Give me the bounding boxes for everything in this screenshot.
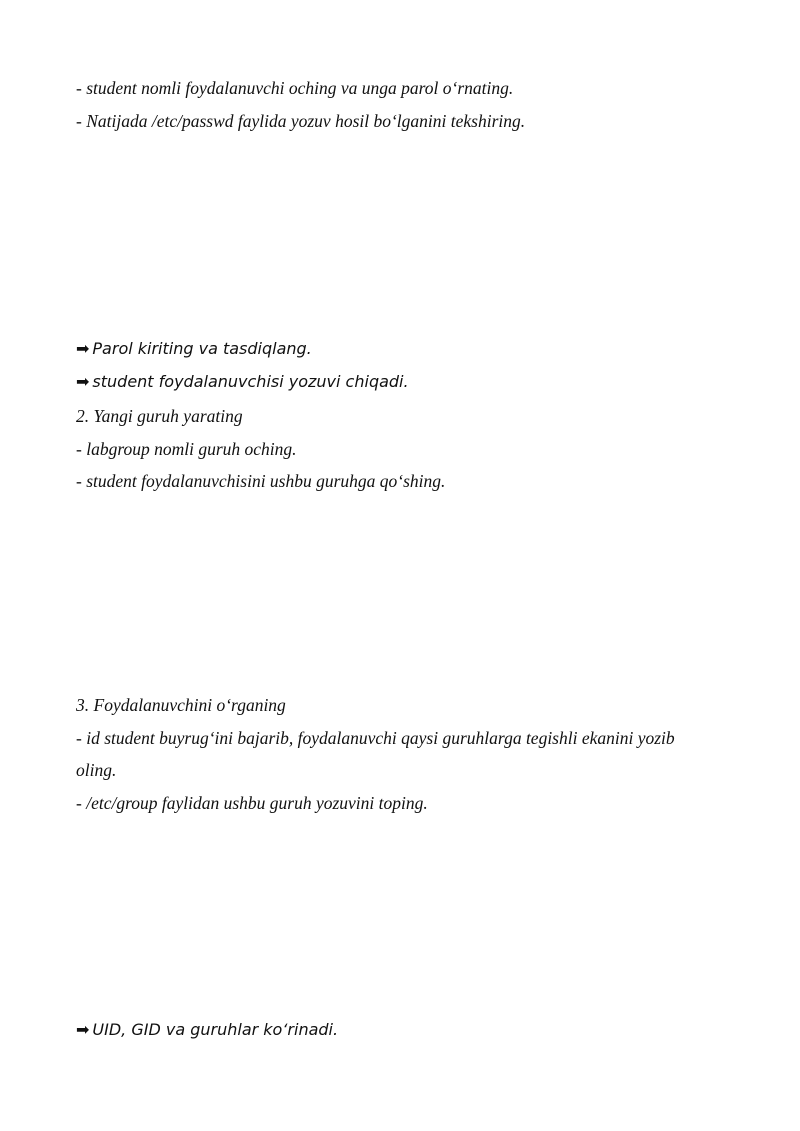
result-line-user-entry <box>76 371 409 393</box>
result-text-user-entry: student foydalanuvchisi yozuvi chiqadi. <box>92 372 409 391</box>
right-arrow-icon: ➡ <box>76 339 90 358</box>
section-heading-study-user: 3. Foydalanuvchini o‘rganing <box>76 695 286 715</box>
task-line-id-command-cont: oling. <box>76 760 117 780</box>
task-line-etc-group: - /etc/group faylidan ushbu guruh yozuvini toping. <box>76 793 428 813</box>
task-line-create-user: - student nomli foydalanuvchi oching va unga parol o‘rnating. <box>76 78 514 98</box>
task-line-id-command: - id student buyrug‘ini bajarib, foydalanuvchi qaysi guruhlarga tegishli ekanini yozib <box>76 728 675 748</box>
task-line-check-passwd: - Natijada /etc/passwd faylida yozuv hosil bo‘lganini tekshiring. <box>76 111 526 131</box>
task-line-add-to-group: - student foydalanuvchisini ushbu guruhga qo‘shing. <box>76 471 446 491</box>
right-arrow-icon: ➡ <box>76 1020 90 1039</box>
result-text-uid-gid: UID, GID va guruhlar ko‘rinadi. <box>92 1020 339 1039</box>
section-heading-new-group: 2. Yangi guruh yarating <box>76 406 243 426</box>
result-line-uid-gid <box>76 1019 338 1041</box>
right-arrow-icon: ➡ <box>76 372 90 391</box>
result-text-password: Parol kiriting va tasdiqlang. <box>92 339 312 358</box>
result-line-password <box>76 338 312 360</box>
task-line-create-group: - labgroup nomli guruh oching. <box>76 439 297 459</box>
